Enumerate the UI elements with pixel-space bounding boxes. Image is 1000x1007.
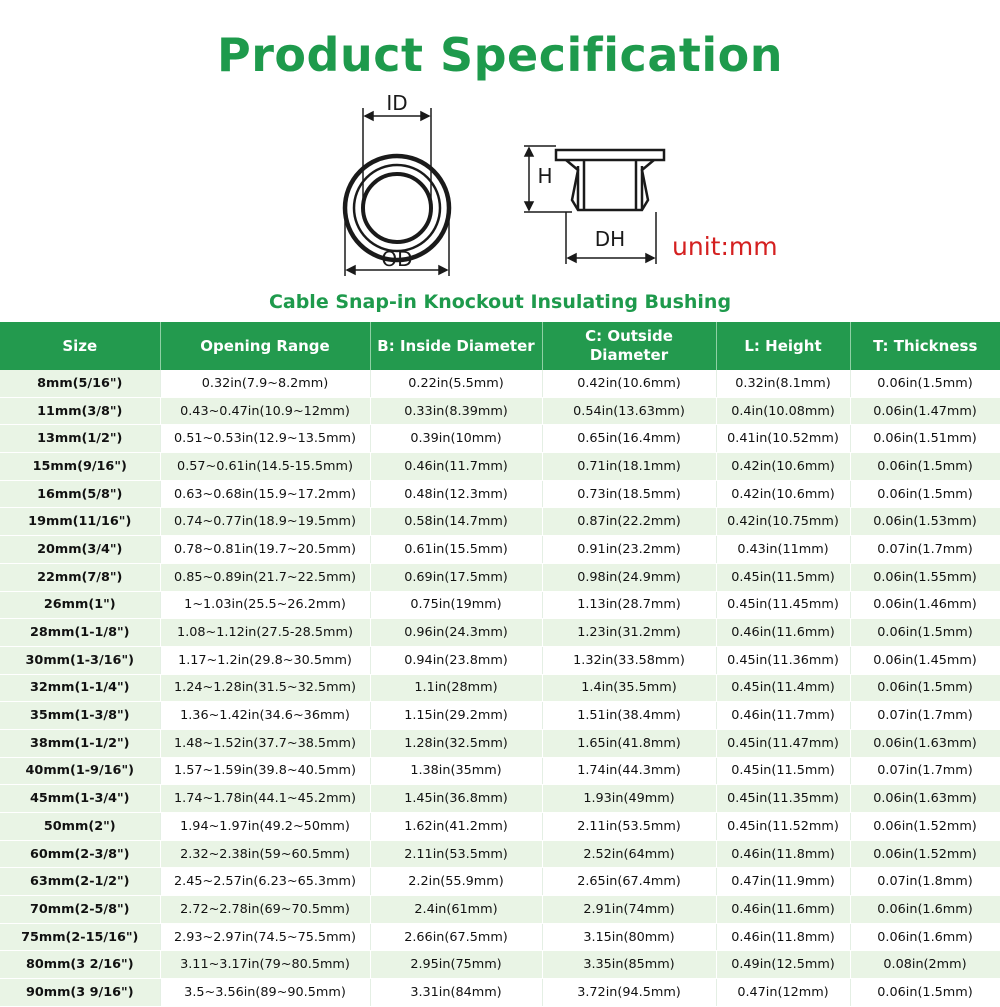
outside-diameter-cell: 0.73in(18.5mm)	[542, 480, 716, 508]
opening-range-cell: 0.85~0.89in(21.7~22.5mm)	[160, 563, 370, 591]
inside-diameter-cell: 0.69in(17.5mm)	[370, 563, 542, 591]
inside-diameter-cell: 2.11in(53.5mm)	[370, 840, 542, 868]
table-row	[0, 702, 1000, 730]
table-row	[0, 453, 1000, 481]
outside-diameter-cell: 1.4in(35.5mm)	[542, 674, 716, 702]
opening-range-cell: 0.32in(7.9~8.2mm)	[160, 370, 370, 397]
height-cell: 0.47in(12mm)	[716, 979, 850, 1007]
inside-diameter-cell: 2.4in(61mm)	[370, 896, 542, 924]
inside-diameter-cell: 3.31in(84mm)	[370, 979, 542, 1007]
opening-range-cell: 0.57~0.61in(14.5-15.5mm)	[160, 453, 370, 481]
dh-label: DH	[594, 227, 626, 251]
inside-diameter-cell: 0.48in(12.3mm)	[370, 480, 542, 508]
outside-diameter-cell: 1.93in(49mm)	[542, 785, 716, 813]
thickness-cell: 0.06in(1.5mm)	[850, 619, 1000, 647]
table-row	[0, 813, 1000, 841]
height-cell: 0.45in(11.4mm)	[716, 674, 850, 702]
inside-diameter-cell: 0.96in(24.3mm)	[370, 619, 542, 647]
size-cell: 20mm(3/4")	[0, 536, 160, 564]
outside-diameter-cell: 2.11in(53.5mm)	[542, 813, 716, 841]
opening-range-cell: 2.93~2.97in(74.5~75.5mm)	[160, 923, 370, 951]
inside-diameter-cell: 2.66in(67.5mm)	[370, 923, 542, 951]
header-size: Size	[0, 322, 160, 370]
height-cell: 0.41in(10.52mm)	[716, 425, 850, 453]
table-row	[0, 536, 1000, 564]
header-inside-diameter: B: Inside Diameter	[370, 322, 542, 370]
thickness-cell: 0.07in(1.7mm)	[850, 536, 1000, 564]
outside-diameter-cell: 1.74in(44.3mm)	[542, 757, 716, 785]
height-cell: 0.45in(11.52mm)	[716, 813, 850, 841]
table-row	[0, 674, 1000, 702]
size-cell: 38mm(1-1/2")	[0, 729, 160, 757]
inside-diameter-cell: 1.28in(32.5mm)	[370, 729, 542, 757]
thickness-cell: 0.06in(1.63mm)	[850, 729, 1000, 757]
height-cell: 0.42in(10.6mm)	[716, 453, 850, 481]
thickness-cell: 0.06in(1.5mm)	[850, 979, 1000, 1007]
table-header-row	[0, 322, 1000, 370]
height-cell: 0.45in(11.47mm)	[716, 729, 850, 757]
spec-table	[0, 322, 1000, 1007]
id-label: ID	[386, 91, 408, 115]
opening-range-cell: 0.63~0.68in(15.9~17.2mm)	[160, 480, 370, 508]
inside-diameter-cell: 0.61in(15.5mm)	[370, 536, 542, 564]
size-cell: 75mm(2-15/16")	[0, 923, 160, 951]
opening-range-cell: 1.48~1.52in(37.7~38.5mm)	[160, 729, 370, 757]
outside-diameter-cell: 2.65in(67.4mm)	[542, 868, 716, 896]
size-cell: 28mm(1-1/8")	[0, 619, 160, 647]
size-cell: 45mm(1-3/4")	[0, 785, 160, 813]
outside-diameter-cell: 1.23in(31.2mm)	[542, 619, 716, 647]
unit-label: unit:mm	[672, 232, 778, 261]
opening-range-cell: 1.24~1.28in(31.5~32.5mm)	[160, 674, 370, 702]
height-cell: 0.32in(8.1mm)	[716, 370, 850, 397]
height-cell: 0.46in(11.8mm)	[716, 840, 850, 868]
page-title: Product Specification	[217, 28, 783, 82]
inside-diameter-cell: 2.2in(55.9mm)	[370, 868, 542, 896]
thickness-cell: 0.06in(1.55mm)	[850, 563, 1000, 591]
table-row	[0, 868, 1000, 896]
table-row	[0, 840, 1000, 868]
header-outside-diameter: C: Outside Diameter	[542, 322, 716, 370]
size-cell: 60mm(2-3/8")	[0, 840, 160, 868]
inside-diameter-cell: 1.15in(29.2mm)	[370, 702, 542, 730]
thickness-cell: 0.06in(1.5mm)	[850, 480, 1000, 508]
height-cell: 0.42in(10.6mm)	[716, 480, 850, 508]
outside-diameter-cell: 2.52in(64mm)	[542, 840, 716, 868]
opening-range-cell: 1.74~1.78in(44.1~45.2mm)	[160, 785, 370, 813]
inside-diameter-cell: 0.39in(10mm)	[370, 425, 542, 453]
opening-range-cell: 1.36~1.42in(34.6~36mm)	[160, 702, 370, 730]
size-cell: 90mm(3 9/16")	[0, 979, 160, 1007]
header-height: L: Height	[716, 322, 850, 370]
inside-diameter-cell: 0.94in(23.8mm)	[370, 646, 542, 674]
height-cell: 0.46in(11.7mm)	[716, 702, 850, 730]
table-row	[0, 370, 1000, 397]
inside-diameter-cell: 1.62in(41.2mm)	[370, 813, 542, 841]
inside-diameter-cell: 1.45in(36.8mm)	[370, 785, 542, 813]
thickness-cell: 0.06in(1.53mm)	[850, 508, 1000, 536]
inside-diameter-cell: 0.58in(14.7mm)	[370, 508, 542, 536]
thickness-cell: 0.06in(1.47mm)	[850, 397, 1000, 425]
outside-diameter-cell: 0.54in(13.63mm)	[542, 397, 716, 425]
thickness-cell: 0.06in(1.46mm)	[850, 591, 1000, 619]
table-row	[0, 425, 1000, 453]
table-row	[0, 757, 1000, 785]
outside-diameter-cell: 0.87in(22.2mm)	[542, 508, 716, 536]
inside-diameter-cell: 1.1in(28mm)	[370, 674, 542, 702]
height-cell: 0.46in(11.6mm)	[716, 896, 850, 924]
height-cell: 0.46in(11.6mm)	[716, 619, 850, 647]
size-cell: 70mm(2-5/8")	[0, 896, 160, 924]
h-label: H	[537, 164, 553, 188]
table-body	[0, 370, 1000, 1006]
height-cell: 0.46in(11.8mm)	[716, 923, 850, 951]
height-cell: 0.43in(11mm)	[716, 536, 850, 564]
table-row	[0, 923, 1000, 951]
outside-diameter-cell: 0.98in(24.9mm)	[542, 563, 716, 591]
thickness-cell: 0.06in(1.5mm)	[850, 674, 1000, 702]
height-cell: 0.45in(11.35mm)	[716, 785, 850, 813]
table-row	[0, 397, 1000, 425]
height-cell: 0.45in(11.36mm)	[716, 646, 850, 674]
table-row	[0, 563, 1000, 591]
bushing-dimension-diagram	[0, 0, 1000, 290]
inside-diameter-cell: 2.95in(75mm)	[370, 951, 542, 979]
height-cell: 0.49in(12.5mm)	[716, 951, 850, 979]
outside-diameter-cell: 3.72in(94.5mm)	[542, 979, 716, 1007]
top-view-ring	[345, 156, 449, 260]
thickness-cell: 0.06in(1.51mm)	[850, 425, 1000, 453]
header-thickness: T: Thickness	[850, 322, 1000, 370]
table-row	[0, 951, 1000, 979]
size-cell: 15mm(9/16")	[0, 453, 160, 481]
thickness-cell: 0.06in(1.45mm)	[850, 646, 1000, 674]
thickness-cell: 0.06in(1.63mm)	[850, 785, 1000, 813]
table-row	[0, 508, 1000, 536]
size-cell: 13mm(1/2")	[0, 425, 160, 453]
table-row	[0, 646, 1000, 674]
size-cell: 35mm(1-3/8")	[0, 702, 160, 730]
size-cell: 19mm(11/16")	[0, 508, 160, 536]
table-row	[0, 619, 1000, 647]
outside-diameter-cell: 3.15in(80mm)	[542, 923, 716, 951]
height-cell: 0.45in(11.5mm)	[716, 563, 850, 591]
size-cell: 40mm(1-9/16")	[0, 757, 160, 785]
table-row	[0, 979, 1000, 1007]
opening-range-cell: 2.72~2.78in(69~70.5mm)	[160, 896, 370, 924]
thickness-cell: 0.06in(1.6mm)	[850, 923, 1000, 951]
inside-diameter-cell: 0.33in(8.39mm)	[370, 397, 542, 425]
opening-range-cell: 3.11~3.17in(79~80.5mm)	[160, 951, 370, 979]
thickness-cell: 0.08in(2mm)	[850, 951, 1000, 979]
thickness-cell: 0.06in(1.52mm)	[850, 840, 1000, 868]
size-cell: 11mm(3/8")	[0, 397, 160, 425]
opening-range-cell: 1.08~1.12in(27.5-28.5mm)	[160, 619, 370, 647]
thickness-cell: 0.07in(1.7mm)	[850, 702, 1000, 730]
table-row	[0, 480, 1000, 508]
thickness-cell: 0.06in(1.5mm)	[850, 453, 1000, 481]
opening-range-cell: 0.74~0.77in(18.9~19.5mm)	[160, 508, 370, 536]
height-cell: 0.45in(11.45mm)	[716, 591, 850, 619]
table-row	[0, 729, 1000, 757]
outside-diameter-cell: 3.35in(85mm)	[542, 951, 716, 979]
od-label: OD	[381, 247, 413, 271]
thickness-cell: 0.07in(1.8mm)	[850, 868, 1000, 896]
table-row	[0, 896, 1000, 924]
outside-diameter-cell: 1.13in(28.7mm)	[542, 591, 716, 619]
table-row	[0, 785, 1000, 813]
thickness-cell: 0.06in(1.52mm)	[850, 813, 1000, 841]
opening-range-cell: 2.45~2.57in(6.23~65.3mm)	[160, 868, 370, 896]
opening-range-cell: 0.78~0.81in(19.7~20.5mm)	[160, 536, 370, 564]
size-cell: 8mm(5/16")	[0, 370, 160, 397]
size-cell: 30mm(1-3/16")	[0, 646, 160, 674]
side-view-bushing	[556, 150, 664, 210]
thickness-cell: 0.06in(1.5mm)	[850, 370, 1000, 397]
size-cell: 80mm(3 2/16")	[0, 951, 160, 979]
inside-diameter-cell: 0.46in(11.7mm)	[370, 453, 542, 481]
inside-diameter-cell: 1.38in(35mm)	[370, 757, 542, 785]
size-cell: 26mm(1")	[0, 591, 160, 619]
opening-range-cell: 1.57~1.59in(39.8~40.5mm)	[160, 757, 370, 785]
outside-diameter-cell: 1.65in(41.8mm)	[542, 729, 716, 757]
outside-diameter-cell: 1.51in(38.4mm)	[542, 702, 716, 730]
outside-diameter-cell: 0.91in(23.2mm)	[542, 536, 716, 564]
opening-range-cell: 3.5~3.56in(89~90.5mm)	[160, 979, 370, 1007]
outside-diameter-cell: 1.32in(33.58mm)	[542, 646, 716, 674]
opening-range-cell: 1~1.03in(25.5~26.2mm)	[160, 591, 370, 619]
table-subtitle: Cable Snap-in Knockout Insulating Bushing	[268, 291, 732, 313]
size-cell: 32mm(1-1/4")	[0, 674, 160, 702]
opening-range-cell: 1.94~1.97in(49.2~50mm)	[160, 813, 370, 841]
thickness-cell: 0.07in(1.7mm)	[850, 757, 1000, 785]
opening-range-cell: 1.17~1.2in(29.8~30.5mm)	[160, 646, 370, 674]
inside-diameter-cell: 0.75in(19mm)	[370, 591, 542, 619]
opening-range-cell: 0.51~0.53in(12.9~13.5mm)	[160, 425, 370, 453]
size-cell: 63mm(2-1/2")	[0, 868, 160, 896]
height-cell: 0.45in(11.5mm)	[716, 757, 850, 785]
thickness-cell: 0.06in(1.6mm)	[850, 896, 1000, 924]
outside-diameter-cell: 2.91in(74mm)	[542, 896, 716, 924]
opening-range-cell: 2.32~2.38in(59~60.5mm)	[160, 840, 370, 868]
opening-range-cell: 0.43~0.47in(10.9~12mm)	[160, 397, 370, 425]
header-opening-range: Opening Range	[160, 322, 370, 370]
height-cell: 0.4in(10.08mm)	[716, 397, 850, 425]
outside-diameter-cell: 0.65in(16.4mm)	[542, 425, 716, 453]
size-cell: 22mm(7/8")	[0, 563, 160, 591]
height-cell: 0.47in(11.9mm)	[716, 868, 850, 896]
height-cell: 0.42in(10.75mm)	[716, 508, 850, 536]
outside-diameter-cell: 0.71in(18.1mm)	[542, 453, 716, 481]
size-cell: 50mm(2")	[0, 813, 160, 841]
table-row	[0, 591, 1000, 619]
outside-diameter-cell: 0.42in(10.6mm)	[542, 370, 716, 397]
size-cell: 16mm(5/8")	[0, 480, 160, 508]
inside-diameter-cell: 0.22in(5.5mm)	[370, 370, 542, 397]
